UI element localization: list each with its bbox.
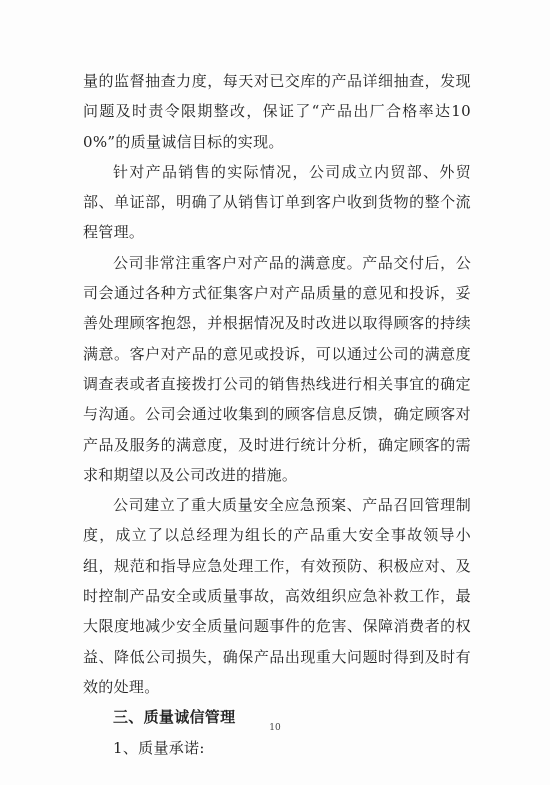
page-number: 10	[269, 723, 281, 733]
paragraph-sales-management: 针对产品销售的实际情况，公司成立内贸部、外贸部、单证部，明确了从销售订单到客户收到货物的整个流程管理。	[83, 162, 471, 242]
section-heading: 三、质量诚信管理	[113, 708, 236, 727]
paragraph-customer-satisfaction: 公司非常注重客户对产品的满意度。产品交付后，公司会通过各种方式征集客户对产品质量的意见和投诉，妥善处理顾客抱怨，并根据情况及时改进以取得顾客的持续满意。客户对产品的意见或投诉，可以通过公司的满意度调查表或者直接拨打公司的销售热线进行相关事宜的确定与沟通。公司会通过收集到的顾客信息反馈，确定顾客对产品及服务的满意度，及时进行统计分析，确定顾客的需求和期望以及公司改进的措施。	[83, 253, 471, 484]
paragraph-emergency-plan: 公司建立了重大质量安全应急预案、产品召回管理制度，成立了以总经理为组长的产品重大安全事故领导小组，规范和指导应急处理工作，有效预防、积极应对、及时控制产品安全或质量事故，高效组织应急补救工作，最大限度地减少安全质量问题事件的危害、保障消费者的权益、降低公司损失，确保产品出现重大问题时得到及时有效的处理。	[83, 496, 471, 696]
document-body	[83, 66, 471, 763]
paragraph-continued: 量的监督抽查力度，每天对已交库的产品详细抽查，发现问题及时责令限期整改，保证了“产品出厂合格率达100%”的质量诚信目标的实现。	[83, 72, 471, 151]
sub-heading: 1、质量承诺:	[113, 738, 205, 757]
